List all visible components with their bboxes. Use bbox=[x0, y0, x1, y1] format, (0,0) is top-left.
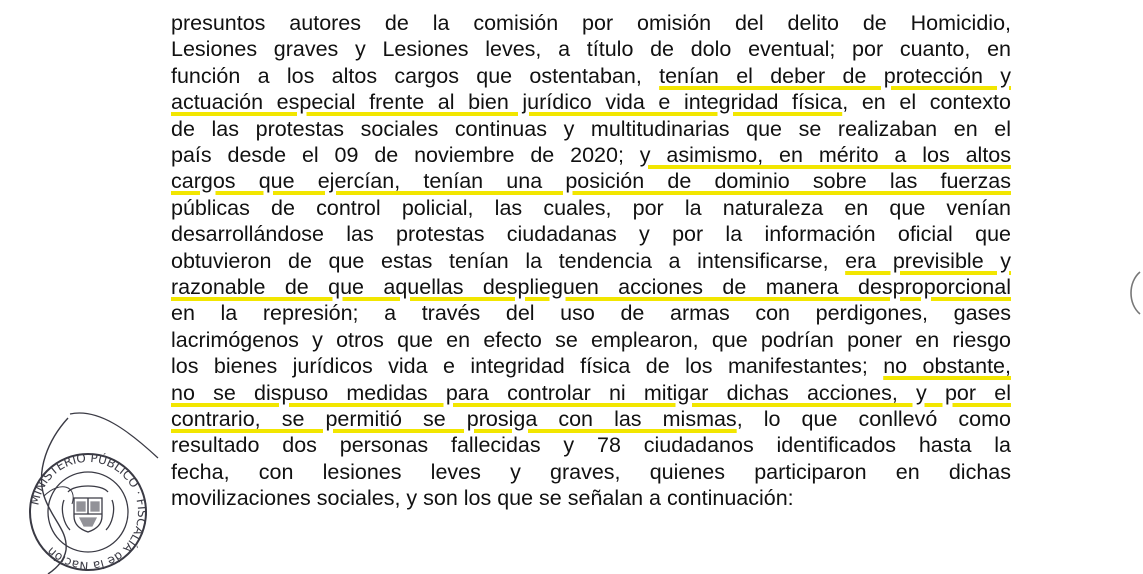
text-line bbox=[171, 485, 1011, 511]
text-line bbox=[171, 327, 1011, 353]
text-line bbox=[171, 116, 1011, 142]
highlighted-text: actuación especial frente al bien jurídico vida e integridad física bbox=[171, 90, 843, 115]
text-line bbox=[171, 36, 1011, 62]
text-line bbox=[171, 406, 1011, 432]
highlighted-text: tenían el deber de protección y bbox=[659, 63, 1011, 88]
highlighted-text: no se dispuso medidas para controlar ni mitigar dichas acciones, y por el bbox=[171, 380, 1011, 405]
text-segment: de las protestas sociales continuas y multitudinarias que se realizaban en el bbox=[171, 116, 1011, 141]
text-line bbox=[171, 380, 1011, 406]
text-segment: movilizaciones sociales, y son los que se señalan a continuación: bbox=[171, 486, 794, 511]
highlighted-text: cargos que ejercían, tenían una posición de dominio sobre las fuerzas bbox=[171, 169, 1011, 194]
text-line bbox=[171, 353, 1011, 379]
text-segment: desarrollándose las protestas ciudadanas y por la información oficial que bbox=[171, 222, 1011, 247]
text-segment: fecha, con lesiones leves y graves, quienes participaron en dichas bbox=[171, 459, 1011, 484]
text-line bbox=[171, 432, 1011, 458]
text-segment: , en el contexto bbox=[842, 90, 1011, 115]
text-line bbox=[171, 63, 1011, 89]
highlighted-text: contrario, se permitió se prosiga con las mismas bbox=[171, 407, 737, 431]
text-segment: en la represión; a través del uso de armas con perdigones, gases bbox=[171, 301, 1011, 326]
text-segment: obtuvieron de que estas tenían la tendencia a intensificarse, bbox=[171, 248, 846, 273]
text-line bbox=[171, 248, 1011, 274]
text-line bbox=[171, 221, 1011, 247]
seal-text-path: MINISTERIO PÚBLICO · FISCALÍA de la Nación bbox=[27, 450, 150, 574]
text-segment: lacrimógenos y otros que en efecto se emplearon, que podrían poner en riesgo bbox=[171, 327, 1011, 352]
text-segment: , lo que conllevó como bbox=[736, 407, 1011, 431]
text-line bbox=[171, 459, 1011, 485]
highlighted-text: no obstante, bbox=[883, 354, 1011, 379]
highlighted-text: era previsible y bbox=[845, 248, 1012, 273]
text-line bbox=[171, 89, 1011, 115]
highlighted-text: razonable de que aquellas desplieguen acciones de manera desproporcional bbox=[171, 275, 1011, 299]
text-line bbox=[171, 300, 1011, 326]
text-segment: públicas de control policial, las cuales, por la naturaleza en que venían bbox=[171, 195, 1011, 220]
page-edge-mark bbox=[1126, 268, 1143, 318]
text-line bbox=[171, 142, 1011, 168]
text-line bbox=[171, 10, 1011, 36]
text-line bbox=[171, 195, 1011, 221]
highlighted-text: y asimismo, en mérito a los altos bbox=[639, 143, 1011, 167]
text-segment: los bienes jurídicos vida e integridad física de los manifestantes; bbox=[171, 354, 884, 379]
ministerio-publico-seal bbox=[8, 400, 168, 574]
text-segment: presuntos autores de la comisión por omisión del delito de Homicidio, bbox=[171, 11, 1011, 35]
text-line bbox=[171, 168, 1011, 194]
text-segment: Lesiones graves y Lesiones leves, a título de dolo eventual; por cuanto, en bbox=[171, 37, 1011, 62]
text-segment: país desde el 09 de noviembre de 2020; bbox=[171, 143, 640, 167]
coat-of-arms-icon bbox=[62, 486, 113, 532]
text-segment: resultado dos personas fallecidas y 78 ciudadanos identificados hasta la bbox=[171, 433, 1011, 458]
text-line bbox=[171, 274, 1011, 300]
text-segment: función a los altos cargos que ostentaban, bbox=[171, 63, 660, 88]
